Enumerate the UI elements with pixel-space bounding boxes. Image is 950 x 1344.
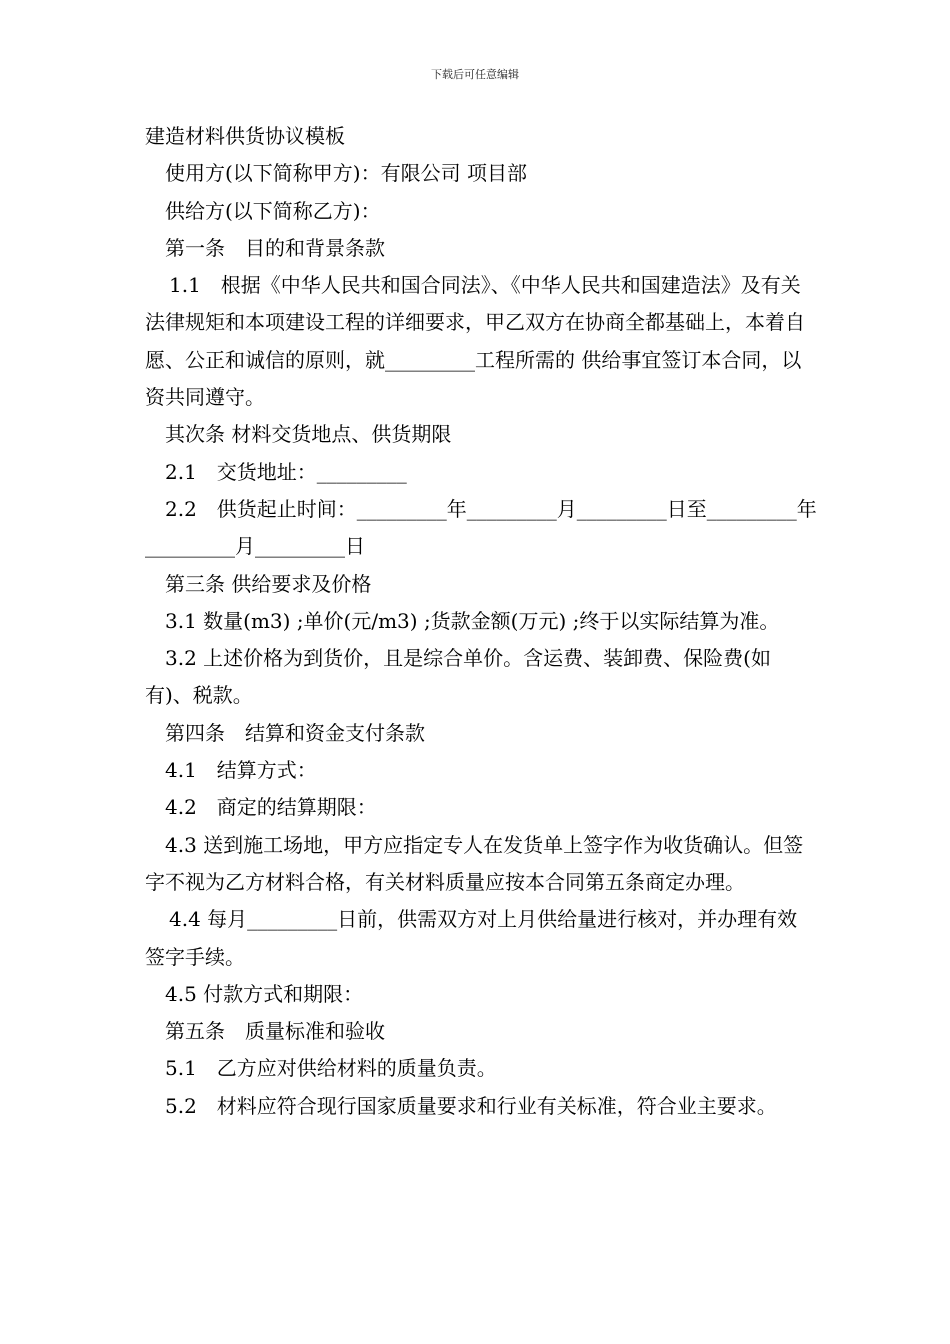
clause-2-2: 2.2 供货起止时间：_________年_________月_________日至_________年_________月_________日 (145, 496, 817, 559)
clause-4-5: 4.5 付款方式和期限： (165, 981, 364, 1006)
article-3-heading: 第三条 供给要求及价格 (165, 571, 372, 596)
party-b-line: 供给方(以下简称乙方)： (165, 198, 381, 223)
clause-4-2: 4.2 商定的结算期限： (165, 795, 377, 820)
article-1-heading: 第一条 目的和背景条款 (165, 235, 385, 260)
article-4-heading: 第四条 结算和资金支付条款 (165, 720, 425, 745)
clause-2-1: 2.1 交货地址：_________ (165, 459, 407, 484)
page-header-note: 下载后可任意编辑 (431, 68, 519, 81)
clause-4-3: 4.3 送到施工场地，甲方应指定专人在发货单上签字作为收货确认。但签字不视为乙方材料合格，有关材料质量应按本合同第五条商定办理。 (145, 832, 804, 894)
clause-3-1: 3.1 数量(m3) ;单价(元/m3) ;货款金额(万元) ;终于以实际结算为准。 (165, 608, 780, 633)
clause-1-1: 1.1 根据《中华人民共和国合同法》、《中华人民共和国建造法》及有关法律规矩和本项建设工程的详细要求，甲乙双方在协商全都基础上，本着自愿、公正和诚信的原则，就_________工程所需的 供给事宜签订本合同，以资共同遵守。 (145, 273, 805, 410)
document-title: 建造材料供货协议模板 (145, 124, 345, 148)
clause-4-1: 4.1 结算方式： (165, 758, 317, 783)
clause-3-2: 3.2 上述价格为到货价，且是综合单价。含运费、装卸费、保险费(如有)、税款。 (145, 646, 771, 708)
article-5-heading: 第五条 质量标准和验收 (165, 1019, 385, 1044)
article-2-heading: 其次条 材料交货地点、供货期限 (165, 422, 452, 447)
document-body (145, 118, 817, 1125)
clause-5-2: 5.2 材料应符合现行国家质量要求和行业有关标准，符合业主要求。 (165, 1093, 777, 1118)
party-a-line: 使用方(以下简称甲方)：有限公司 项目部 (165, 161, 527, 186)
clause-5-1: 5.1 乙方应对供给材料的质量负责。 (165, 1056, 497, 1081)
clause-4-4: 4.4 每月_________日前，供需双方对上月供给量进行核对，并办理有效签字手续。 (145, 907, 798, 969)
